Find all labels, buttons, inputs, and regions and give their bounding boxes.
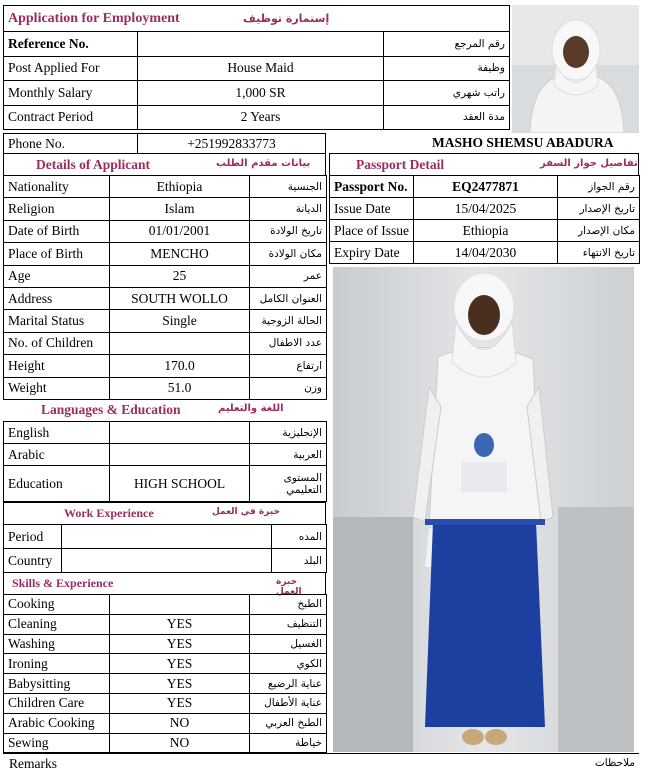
applicant-value: SOUTH WOLLO [110, 287, 250, 309]
phone-table [3, 133, 326, 154]
work-label-ar: البلد [272, 549, 327, 573]
passport-header-en: Passport Detail [356, 157, 445, 172]
skills-row [4, 674, 327, 694]
top-table [3, 5, 510, 130]
top-label: Monthly Salary [4, 81, 138, 106]
skills-label-ar: الطبخ العربي [250, 713, 327, 733]
applicant-label: Height [4, 355, 110, 377]
skills-label: Cleaning [4, 614, 110, 634]
applicant-value: 51.0 [110, 377, 250, 399]
skills-label: Babysitting [4, 674, 110, 694]
passport-label: Place of Issue [330, 220, 414, 242]
work-value [62, 525, 272, 549]
top-label: Contract Period [4, 105, 138, 130]
applicant-value: 170.0 [110, 355, 250, 377]
applicant-label-ar: مكان الولادة [250, 243, 327, 265]
applicant-row [4, 176, 327, 198]
applicant-row [4, 355, 327, 377]
applicant-label: Nationality [4, 176, 110, 198]
passport-label: Expiry Date [330, 242, 414, 264]
applicant-label-ar: ارتفاع [250, 355, 327, 377]
applicant-row [4, 243, 327, 265]
top-row [4, 56, 510, 81]
passport-label: Issue Date [330, 198, 414, 220]
applicant-value: Single [110, 310, 250, 332]
applicant-value: Ethiopia [110, 176, 250, 198]
work-header-en: Work Experience [64, 506, 154, 520]
applicant-header [3, 153, 326, 175]
remarks-label: Remarks [9, 756, 57, 771]
phone-value: +251992833773 [138, 134, 326, 154]
top-value: 1,000 SR [138, 81, 384, 106]
top-row [4, 32, 510, 57]
applicant-label-ar: الحالة الزوجية [250, 310, 327, 332]
applicant-label: Address [4, 287, 110, 309]
skills-value: YES [110, 634, 250, 654]
passport-value: EQ2477871 [414, 176, 558, 198]
skills-label-ar: عناية الرضيع [250, 674, 327, 694]
skills-row [4, 733, 327, 753]
work-row [4, 525, 327, 549]
work-header [3, 502, 326, 524]
work-label-ar: المده [272, 525, 327, 549]
applicant-label: Date of Birth [4, 220, 110, 242]
skills-row [4, 614, 327, 634]
languages-label: English [4, 422, 110, 444]
top-label-ar: وظيفة [384, 56, 510, 81]
passport-table [329, 175, 640, 264]
skills-header-ar: خبرة العمل [276, 577, 302, 597]
skills-value: YES [110, 674, 250, 694]
languages-value [110, 444, 250, 466]
languages-value: HIGH SCHOOL [110, 466, 250, 502]
applicant-row [4, 198, 327, 220]
skills-value: YES [110, 693, 250, 713]
skills-label-ar: الكوي [250, 654, 327, 674]
passport-label-ar: تاريخ الإصدار [558, 198, 640, 220]
applicant-value [110, 332, 250, 354]
languages-table [3, 421, 327, 502]
skills-label: Arabic Cooking [4, 713, 110, 733]
languages-label-ar: العربية [250, 444, 327, 466]
work-value [62, 549, 272, 573]
skills-value: NO [110, 733, 250, 753]
languages-label-ar: المستوى التعليمي [250, 466, 327, 502]
applicant-row [4, 287, 327, 309]
applicant-header-en: Details of Applicant [36, 157, 151, 172]
skills-value: YES [110, 654, 250, 674]
top-value: 2 Years [138, 105, 384, 130]
skills-label-ar: الغسيل [250, 634, 327, 654]
applicant-label-ar: عدد الاطفال [250, 332, 327, 354]
applicant-label: Place of Birth [4, 243, 110, 265]
full-length-photo [333, 267, 634, 752]
passport-header [329, 153, 639, 175]
skills-label: Cooking [4, 595, 110, 615]
applicant-label-ar: تاريخ الولادة [250, 220, 327, 242]
applicant-label: Marital Status [4, 310, 110, 332]
applicant-row [4, 310, 327, 332]
skills-row [4, 634, 327, 654]
applicant-label-ar: عمر [250, 265, 327, 287]
title-cell [4, 6, 384, 32]
languages-value [110, 422, 250, 444]
top-label: Reference No. [4, 32, 138, 57]
passport-row [330, 198, 640, 220]
top-label-ar: رقم المرجع [384, 32, 510, 57]
form-title: Application for Employment [8, 11, 180, 26]
applicant-name: MASHO SHEMSU ABADURA [432, 135, 614, 150]
applicant-row [4, 220, 327, 242]
work-header-ar: خبرة في العمل [212, 507, 280, 517]
languages-label: Education [4, 466, 110, 502]
form-title-ar: إستمارة توظيف [243, 12, 330, 25]
passport-row [330, 176, 640, 198]
top-label-ar: راتب شهري [384, 81, 510, 106]
skills-label: Washing [4, 634, 110, 654]
applicant-row [4, 332, 327, 354]
skills-row [4, 693, 327, 713]
skills-row [4, 713, 327, 733]
top-row [4, 81, 510, 106]
passport-value: Ethiopia [414, 220, 558, 242]
languages-label-ar: الإنجليزية [250, 422, 327, 444]
applicant-value: Islam [110, 198, 250, 220]
skills-label-ar: التنظيف [250, 614, 327, 634]
skills-label-ar: الطبخ [250, 595, 327, 615]
top-label-ar: مدة العقد [384, 105, 510, 130]
skills-label: Sewing [4, 733, 110, 753]
applicant-label-ar: الجنسية [250, 176, 327, 198]
skills-table [3, 594, 327, 753]
work-row [4, 549, 327, 573]
skills-value: YES [110, 614, 250, 634]
skills-label-ar: عناية الأطفال [250, 693, 327, 713]
work-label: Period [4, 525, 62, 549]
passport-label: Passport No. [330, 176, 414, 198]
passport-value: 15/04/2025 [414, 198, 558, 220]
remarks-label-ar: ملاحظات [594, 757, 635, 769]
languages-header-ar: اللغة والتعليم [218, 403, 284, 414]
applicant-header-ar: بيانات مقدم الطلب [216, 158, 311, 169]
applicant-row [4, 265, 327, 287]
languages-row [4, 422, 327, 444]
skills-value [110, 595, 250, 615]
languages-row [4, 444, 327, 466]
top-value [138, 32, 384, 57]
passport-value: 14/04/2030 [414, 242, 558, 264]
skills-label: Children Care [4, 693, 110, 713]
applicant-value: 25 [110, 265, 250, 287]
top-row [4, 105, 510, 130]
languages-header [3, 399, 326, 421]
applicant-table [3, 175, 327, 400]
passport-label-ar: رقم الجواز [558, 176, 640, 198]
passport-row [330, 220, 640, 242]
work-table [3, 524, 327, 573]
remarks-row [3, 753, 639, 775]
skills-row [4, 654, 327, 674]
languages-label: Arabic [4, 444, 110, 466]
passport-label-ar: مكان الإصدار [558, 220, 640, 242]
applicant-label: Age [4, 265, 110, 287]
top-value: House Maid [138, 56, 384, 81]
applicant-label-ar: العنوان الكامل [250, 287, 327, 309]
skills-header-en: Skills & Experience [12, 576, 114, 590]
languages-row [4, 466, 327, 502]
applicant-label: Weight [4, 377, 110, 399]
applicant-label-ar: وزن [250, 377, 327, 399]
applicant-label: Religion [4, 198, 110, 220]
skills-label-ar: خياطة [250, 733, 327, 753]
skills-row [4, 595, 327, 615]
top-label: Post Applied For [4, 56, 138, 81]
skills-header [3, 572, 326, 597]
applicant-label-ar: الديانة [250, 198, 327, 220]
skills-label: Ironing [4, 654, 110, 674]
applicant-value: 01/01/2001 [110, 220, 250, 242]
passport-header-ar: تفاصيل جواز السفر [540, 158, 638, 169]
passport-label-ar: تاريخ الانتهاء [558, 242, 640, 264]
phone-label: Phone No. [4, 134, 138, 154]
work-label: Country [4, 549, 62, 573]
languages-header-en: Languages & Education [41, 402, 181, 417]
applicant-row [4, 377, 327, 399]
skills-value: NO [110, 713, 250, 733]
passport-row [330, 242, 640, 264]
applicant-label: No. of Children [4, 332, 110, 354]
applicant-value: MENCHO [110, 243, 250, 265]
portrait-photo [512, 5, 639, 133]
